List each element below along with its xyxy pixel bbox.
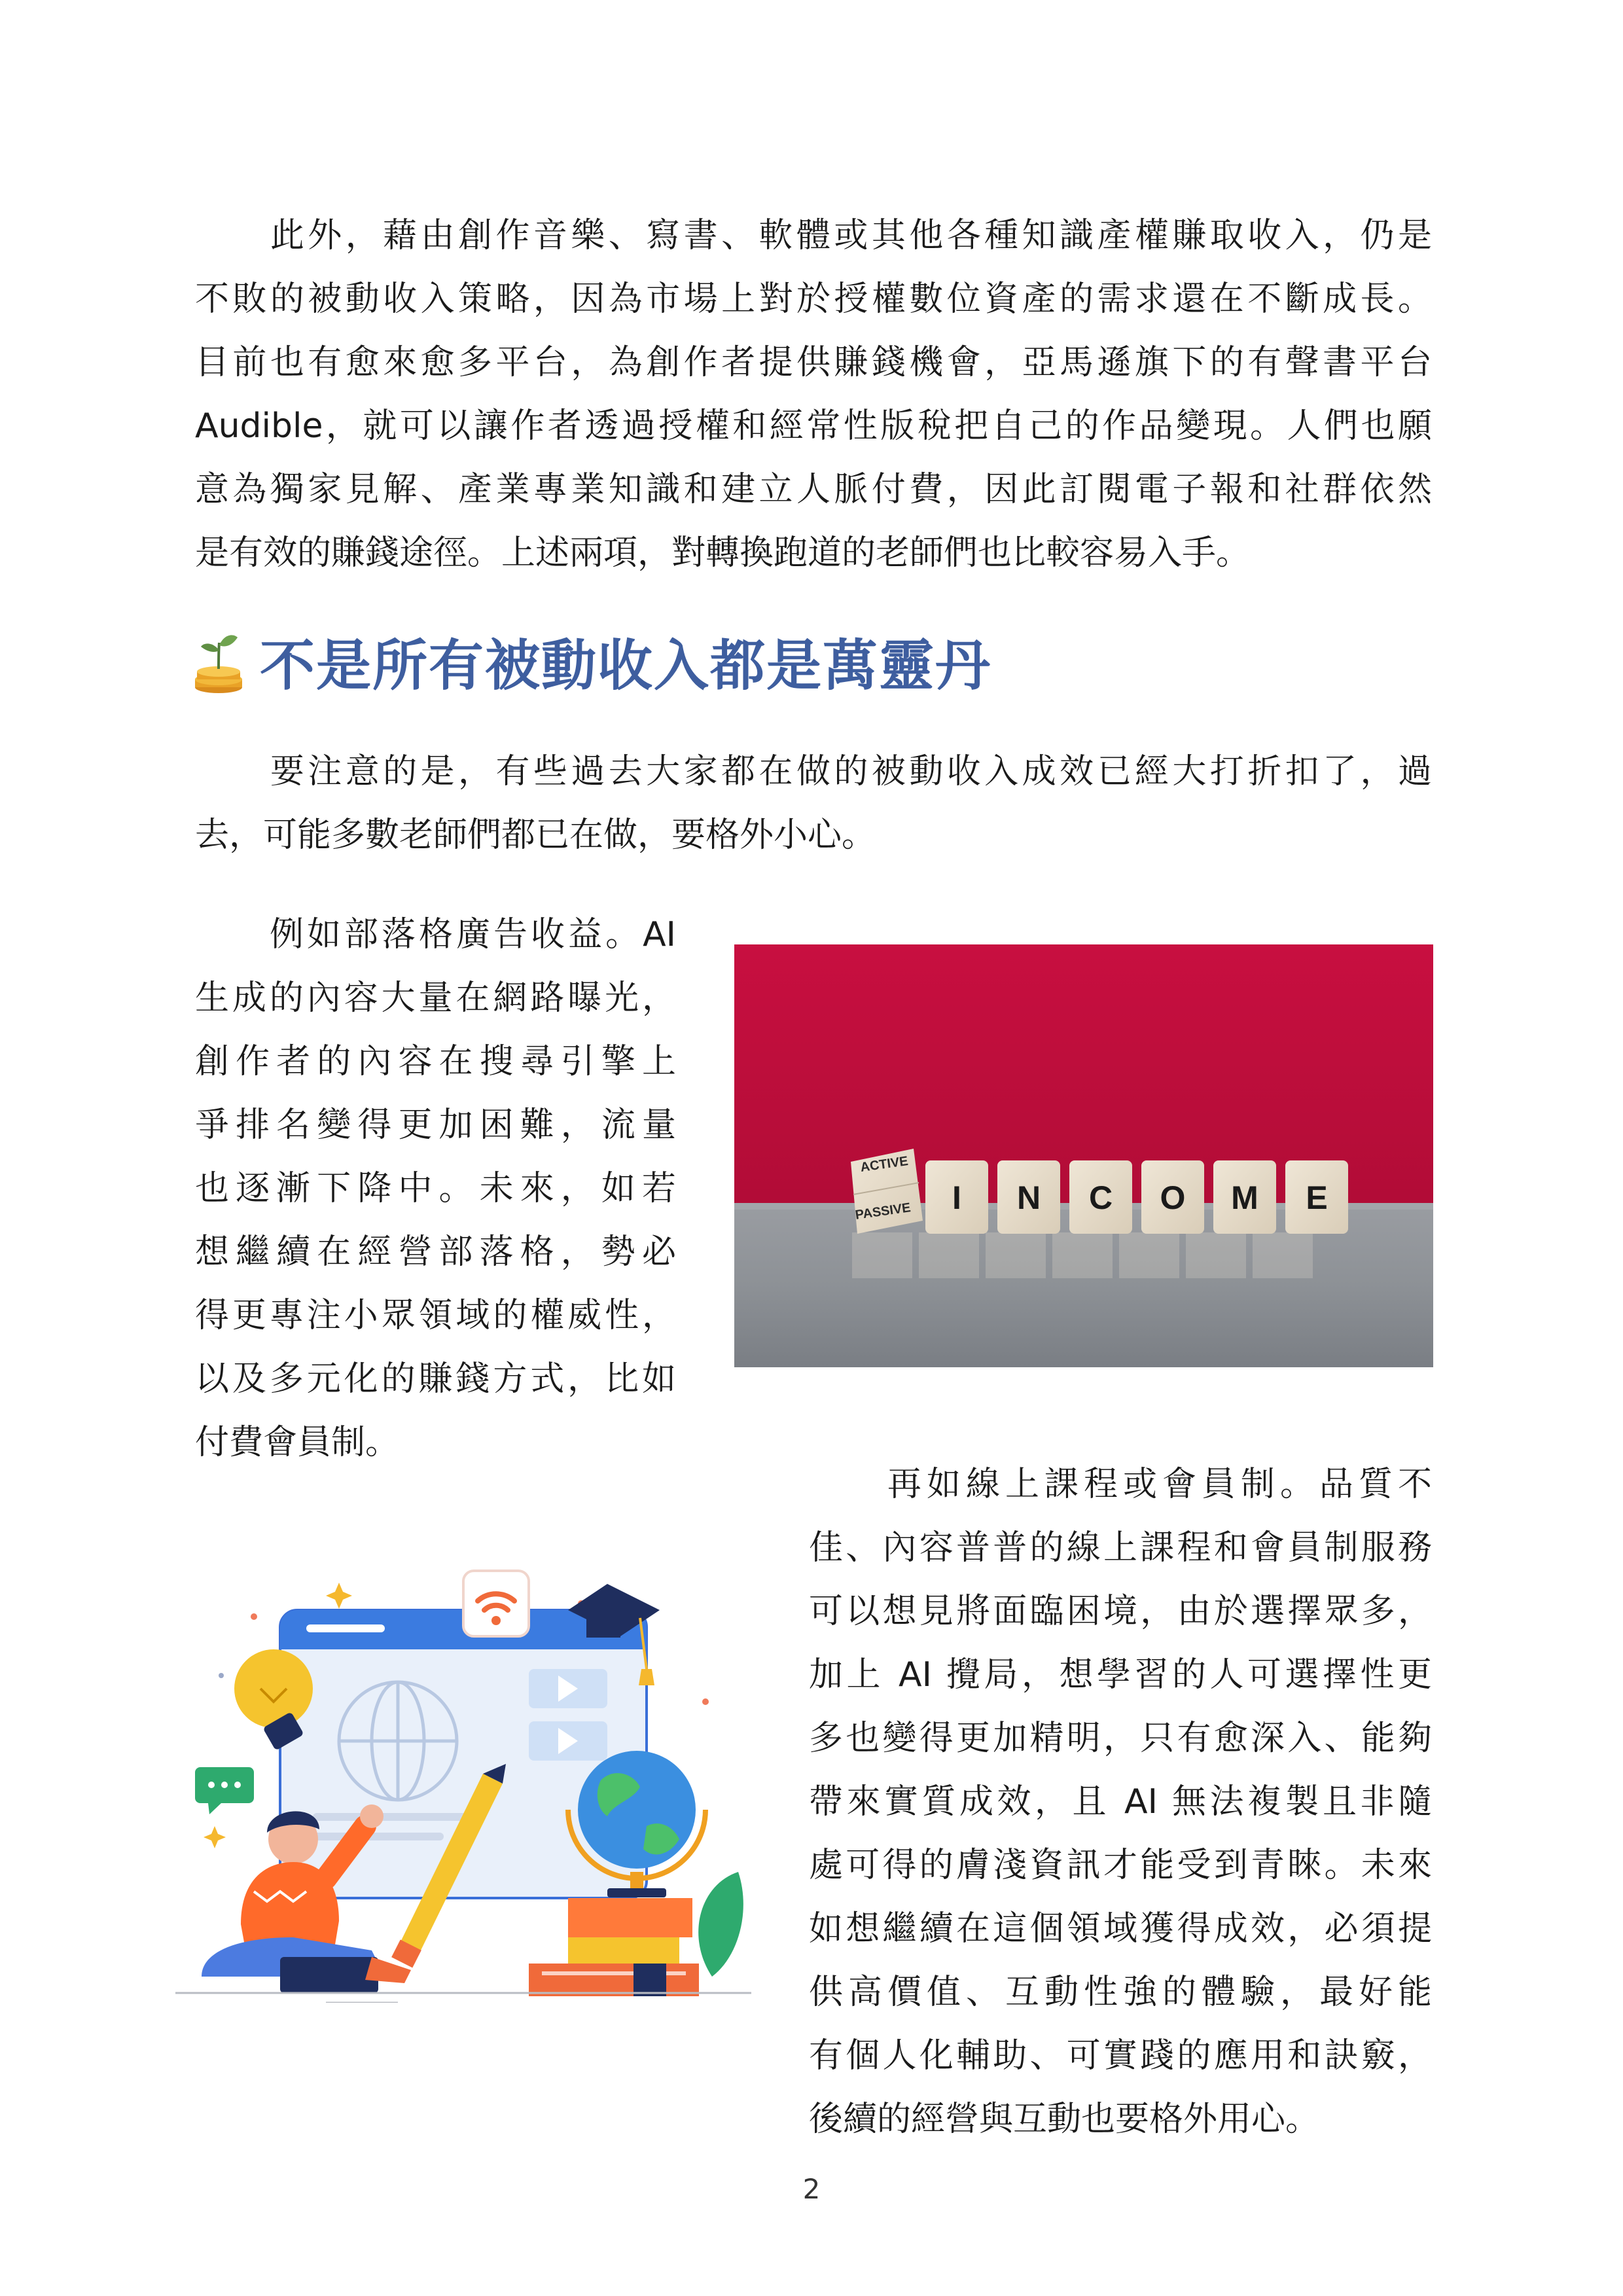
text-line: 以及多元化的賺錢方式，比如 [195, 1359, 676, 1399]
text-line: 要注意的是，有些過去大家都在做的被動收入成效已經大打折扣了，過 [195, 752, 1432, 791]
dice-passive-label: PASSIVE [854, 1200, 912, 1223]
text-line: 此外，藉由創作音樂、寫書、軟體或其他各種知識產權賺取收入，仍是 [195, 216, 1432, 255]
letter-die [925, 1160, 988, 1234]
letter-die [997, 1160, 1060, 1234]
paragraph-blog-ads [195, 903, 676, 1475]
online-learning-illustration [175, 1558, 764, 2003]
dice-letter: E [1306, 1179, 1328, 1216]
dice-active-label: ACTIVE [859, 1154, 910, 1175]
dice-letter: I [952, 1179, 961, 1216]
dice-letter: N [1016, 1179, 1041, 1216]
text-line: 是有效的賺錢途徑。上述兩項，對轉換跑道的老師們也比較容易入手。 [195, 533, 1251, 573]
income-dice-photo [734, 944, 1433, 1367]
text-line: 去，可能多數老師們都已在做，要格外小心。 [195, 816, 876, 855]
text-line: 想繼續在經營部落格，勢必 [195, 1232, 676, 1272]
text-line: 如想繼續在這個領域獲得成效，必須提 [809, 1909, 1432, 1948]
text-line: 再如線上課程或會員制。品質不 [809, 1465, 1432, 1504]
text-line: 付費會員制。 [195, 1423, 400, 1462]
page-number: 2 [802, 2173, 821, 2205]
section-title: 不是所有被動收入都是萬靈丹 [260, 633, 992, 698]
text-line: 佳、內容普普的線上課程和會員制服務 [809, 1528, 1432, 1568]
text-line: 加上 AI 攪局，想學習的人可選擇性更 [809, 1655, 1432, 1695]
text-line: 有個人化輔助、可實踐的應用和訣竅， [809, 2036, 1432, 2075]
text-line: 不敗的被動收入策略，因為市場上對於授權數位資產的需求還在不斷成長。 [195, 279, 1432, 319]
active-passive-die [851, 1149, 923, 1234]
text-line: 可以想見將面臨困境，由於選擇眾多， [809, 1592, 1432, 1631]
text-line: 例如部落格廣告收益。AI [195, 915, 676, 954]
paragraph-online-courses [809, 1453, 1432, 2151]
paragraph-warning [195, 740, 1432, 867]
sprout-on-coins-icon [193, 628, 244, 694]
text-line: 多也變得更加精明，只有愈深入、能夠 [809, 1719, 1432, 1758]
text-line: 也逐漸下降中。未來，如若 [195, 1169, 676, 1208]
dice-letter: M [1231, 1179, 1258, 1216]
letter-die [1213, 1160, 1276, 1234]
text-line: 供高價值、互動性強的體驗，最好能 [809, 1973, 1432, 2012]
dice-letter: O [1160, 1179, 1186, 1216]
text-line: 創作者的內容在搜尋引擎上 [195, 1042, 676, 1081]
text-line: 生成的內容大量在網路曝光， [195, 978, 676, 1018]
letter-die [1069, 1160, 1132, 1234]
letter-die [1285, 1160, 1348, 1234]
text-line: 處可得的膚淺資訊才能受到青睞。未來 [809, 1846, 1432, 1885]
text-line: 意為獨家見解、產業專業知識和建立人脈付費，因此訂閱電子報和社群依然 [195, 470, 1432, 509]
letter-die [1141, 1160, 1204, 1234]
text-line: 目前也有愈來愈多平台，為創作者提供賺錢機會，亞馬遜旗下的有聲書平台 [195, 343, 1432, 382]
text-line: 帶來實質成效，且 AI 無法複製且非隨 [809, 1782, 1432, 1821]
paragraph-ip-income [195, 204, 1432, 585]
section-heading [193, 622, 991, 700]
text-line: 爭排名變得更加困難，流量 [195, 1105, 676, 1145]
text-line: Audible，就可以讓作者透過授權和經常性版稅把自己的作品變現。人們也願 [195, 406, 1432, 446]
dice-letter: C [1088, 1179, 1113, 1216]
text-line: 後續的經營與互動也要格外用心。 [809, 2100, 1320, 2139]
text-line: 得更專注小眾領域的權威性， [195, 1296, 676, 1335]
